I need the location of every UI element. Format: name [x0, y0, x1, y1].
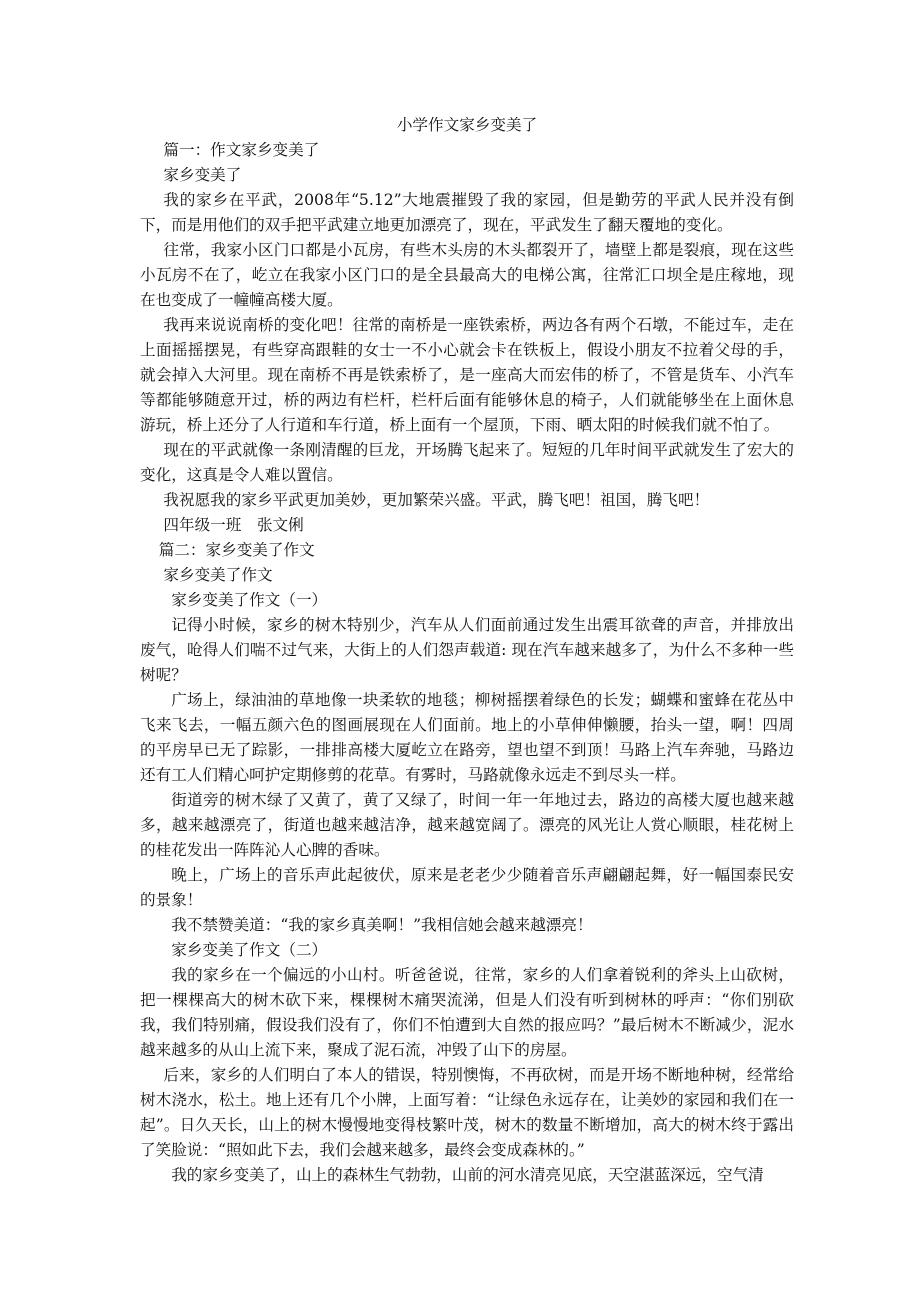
paragraph: 我祝愿我的家乡平武更加美妙，更加繁荣兴盛。平武，腾飞吧！祖国，腾飞吧！ [163, 491, 710, 509]
paragraph: 晚上，广场上的音乐声此起彼伏，原来是老老少少随着音乐声翩翩起舞，好一幅国泰民安的景象！ [140, 866, 794, 909]
paragraph: 现在的平武就像一条刚清醒的巨龙，开场腾飞起来了。短短的几年时间平武就发生了宏大的变化，这真是令人难以置信。 [140, 441, 794, 484]
paragraph: 我不禁赞美道：“我的家乡真美啊！”我相信她会越来越漂亮！ [171, 916, 593, 934]
essay-title-2: 家乡变美了作文 [163, 566, 273, 584]
sub-heading: 家乡变美了作文（一） [171, 591, 328, 609]
paragraph: 我的家乡变美了，山上的森林生气勃勃，山前的河水清亮见底，天空湛蓝深远，空气清 [171, 1166, 764, 1184]
paragraph: 记得小时候，家乡的树木特别少，汽车从人们面前通过发生出震耳欲聋的声音，并排放出废气，呛得人们喘不过气来，大街上的人们怨声载道: 现在汽车越来越多了，为什么不多种一些树呢？ [140, 616, 794, 684]
author-line: 四年级一班 张文俐 [163, 516, 304, 534]
paragraph: 后来，家乡的人们明白了本人的错误，特别懊悔，不再砍树，而是开场不断地种树，经常给树木浇水，松土。地上还有几个小牌，上面写着：“让绿色永远存在，让美妙的家园和我们在一起”。日久天长，山上的树木慢慢地变得枝繁叶茂，树木的数量不断增加，高大的树木终于露出了笑脸说：“照如此下去，我们会越来越多，最终会变成森林的。” [140, 1066, 794, 1159]
paragraph: 我的家乡在一个偏远的小山村。听爸爸说，往常，家乡的人们拿着锐利的斧头上山砍树，把一棵棵高大的树木砍下来，棵棵树木痛哭流涕，但是人们没有听到树林的呼声：“你们别砍我，我们特别痛，假设我们没有了，你们不怕遭到大自然的报应吗？”最后树木不断减少，泥水越来越多的从山上流下来，聚成了泥石流，冲毁了山下的房屋。 [140, 966, 794, 1059]
paragraph: 我再来说说南桥的变化吧！往常的南桥是一座铁索桥，两边各有两个石墩，不能过车，走在上面摇摇摆晃，有些穿高跟鞋的女士一不小心就会卡在铁板上，假设小朋友不拉着父母的手，就会掉入大河里。现在南桥不再是铁索桥了，是一座高大而宏伟的桥了，不管是货车、小汽车等都能够随意开过，桥的两边有栏杆，栏杆后面有能够休息的椅子，人们就能够坐在上面休息游玩，桥上还分了人行道和车行道，桥上面有一个屋顶，下雨、晒太阳的时候我们就不怕了。 [140, 316, 794, 434]
paragraph: 我的家乡在平武，2008年“5.12”大地震摧毁了我的家园，但是勤劳的平武人民并没有倒下，而是用他们的双手把平武建立地更加漂亮了，现在，平武发生了翻天覆地的变化。 [140, 191, 794, 234]
paragraph: 广场上，绿油油的草地像一块柔软的地毯；柳树摇摆着绿色的长发；蝴蝶和蜜蜂在花丛中飞来飞去，一幅五颜六色的图画展现在人们面前。地上的小草伸伸懒腰，抬头一望，啊！四周的平房早已无了踪影，一排排高楼大厦屹立在路旁，望也望不到顶！马路上汽车奔驰，马路边还有工人们精心呵护定期修剪的花草。有雾时，马路就像永远走不到尽头一样。 [140, 691, 794, 784]
paragraph: 往常，我家小区门口都是小瓦房，有些木头房的木头都裂开了，墙壁上都是裂痕，现在这些小瓦房不在了，屹立在我家小区门口的是全县最高大的电梯公寓，往常汇口坝全是庄稼地，现在也变成了一幢幢高楼大厦。 [140, 241, 794, 309]
document-body [140, 113, 794, 1188]
section-heading-2: 篇二：家乡变美了作文 [158, 541, 315, 559]
section-heading-1: 篇一：作文家乡变美了 [163, 141, 320, 159]
document-title: 小学作文家乡变美了 [396, 116, 538, 134]
sub-heading: 家乡变美了作文（二） [171, 941, 328, 959]
paragraph: 街道旁的树木绿了又黄了，黄了又绿了，时间一年一年地过去，路边的高楼大厦也越来越多，越来越漂亮了，街道也越来越洁净，越来越宽阔了。漂亮的风光让人赏心顺眼，桂花树上的桂花发出一阵阵沁人心脾的香味。 [140, 791, 794, 859]
essay-title-1: 家乡变美了 [163, 166, 242, 184]
